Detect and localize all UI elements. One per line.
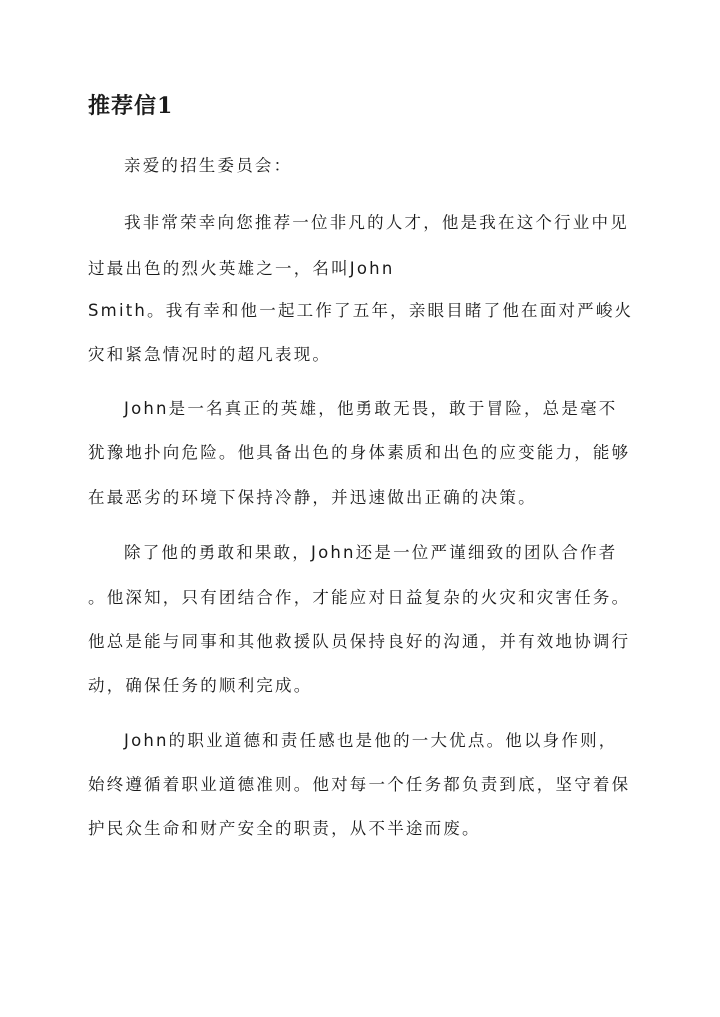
paragraph-4-line-2: 始终遵循着职业道德准则。他对每一个任务都负责到底，坚守着保 — [88, 775, 631, 794]
paragraph-1-line-2: 过最出色的烈火英雄之一，名叫John — [88, 259, 395, 278]
salutation: 亲爱的招生委员会： — [124, 156, 293, 175]
paragraph-4-line-1: John的职业道德和责任感也是他的一大优点。他以身作则， — [124, 731, 618, 750]
paragraph-3-line-4: 动，确保任务的顺利完成。 — [88, 676, 313, 695]
paragraph-4-line-3: 护民众生命和财产安全的职责，从不半途而废。 — [88, 819, 481, 838]
paragraph-1-line-3: Smith。我有幸和他一起工作了五年，亲眼目睹了他在面对严峻火 — [88, 301, 634, 320]
paragraph-3-line-3: 他总是能与同事和其他救援队员保持良好的沟通，并有效地协调行 — [88, 632, 631, 651]
paragraph-3-line-2: 。他深知，只有团结合作，才能应对日益复杂的火灾和灾害任务。 — [88, 588, 631, 607]
paragraph-2-line-1: John是一名真正的英雄，他勇敢无畏，敢于冒险，总是毫不 — [124, 399, 618, 418]
paragraph-1-line-1: 我非常荣幸向您推荐一位非凡的人才，他是我在这个行业中见 — [124, 213, 629, 232]
paragraph-2-line-3: 在最恶劣的环境下保持冷静，并迅速做出正确的决策。 — [88, 488, 537, 507]
document-title: 推荐信1 — [88, 93, 174, 119]
paragraph-2-line-2: 犹豫地扑向危险。他具备出色的身体素质和出色的应变能力，能够 — [88, 443, 631, 462]
paragraph-1-line-4: 灾和紧急情况时的超凡表现。 — [88, 345, 332, 364]
paragraph-3-line-1: 除了他的勇敢和果敢，John还是一位严谨细致的团队合作者 — [124, 543, 618, 562]
